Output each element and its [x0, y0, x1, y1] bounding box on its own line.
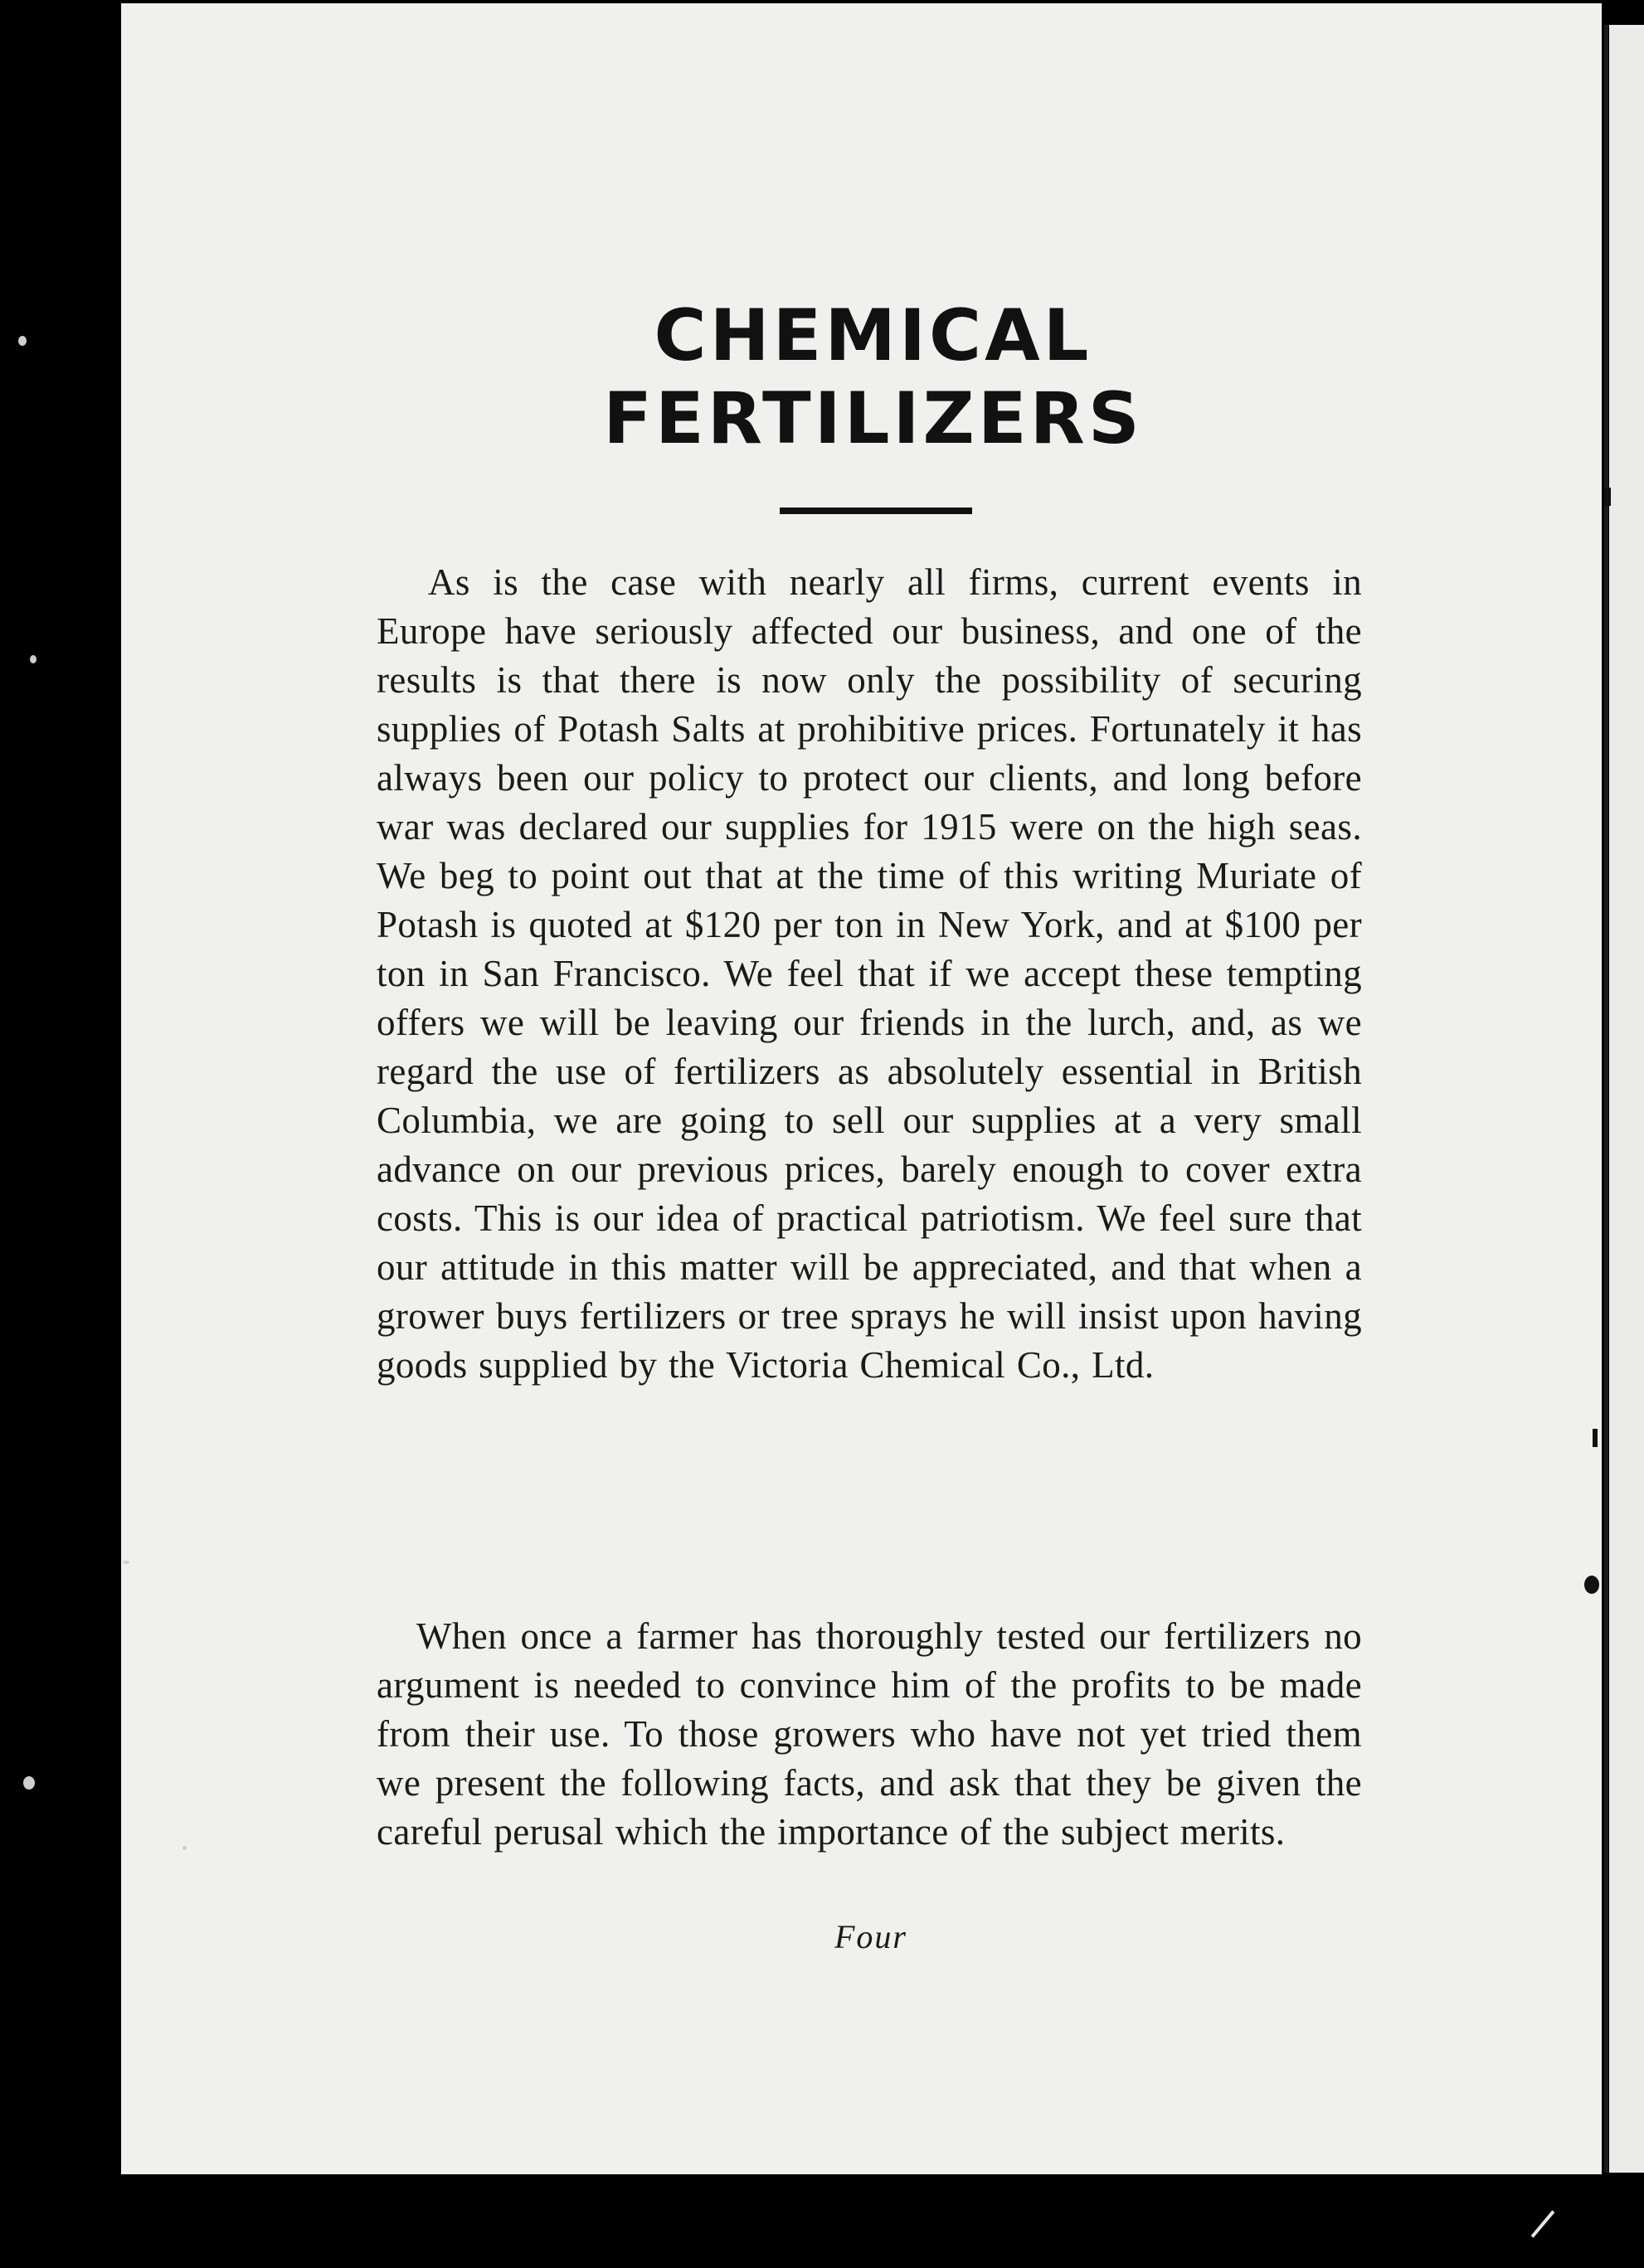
- title-line-2: FERTILIZERS: [603, 377, 1143, 460]
- edge-mark: [1584, 1576, 1599, 1594]
- scan-speck: [18, 336, 27, 346]
- scan-speck: [30, 655, 36, 663]
- facing-page: [1609, 25, 1644, 2173]
- title-line-1: CHEMICAL: [654, 294, 1092, 377]
- scan-speck: [23, 1776, 35, 1790]
- scan-speck: [182, 1846, 187, 1850]
- title-divider: [780, 508, 972, 514]
- edge-mark: [1593, 1429, 1598, 1447]
- page-number: Four: [834, 1918, 907, 1955]
- paragraph-2: When once a farmer has thoroughly tested our fertilizers no argument is needed to convince him of the profits to be made from their use. To those growers who have not yet tried them we present the following facts, and ask that they be given the careful perusal which the importance of the subject merits.: [377, 1615, 1362, 1853]
- scan-speck: [123, 1561, 129, 1564]
- facing-page-edge: [1604, 25, 1608, 2173]
- scan-scratch: [1531, 2210, 1555, 2237]
- edge-mark: [1604, 488, 1611, 506]
- paragraph-1: As is the case with nearly all firms, current events in Europe have seriously affected our business, and one of the results is that there is now only the possibility of securing supplies of Potash Salts at prohibitive prices. Fortunately it has always been our policy to protect our clients, and long before war was declared our supplies for 1915 were on the high seas. We beg to point out that at the time of this writing Muriate of Potash is quoted at $120 per ton in New York, and at $100 per ton in San Francisco. We feel that if we accept these tempting offers we will be leaving our friends in the lurch, and, as we regard the use of fertilizers as absolutely essential in British Columbia, we are going to sell our supplies at a very small advance on our previous prices, barely enough to cover extra costs. This is our idea of practical patriotism. We feel sure that our attitude in this matter will be appreciated, and that when a grower buys fertilizers or tree sprays he will insist upon having goods supplied by the Victoria Chemical Co., Ltd.: [377, 561, 1362, 1386]
